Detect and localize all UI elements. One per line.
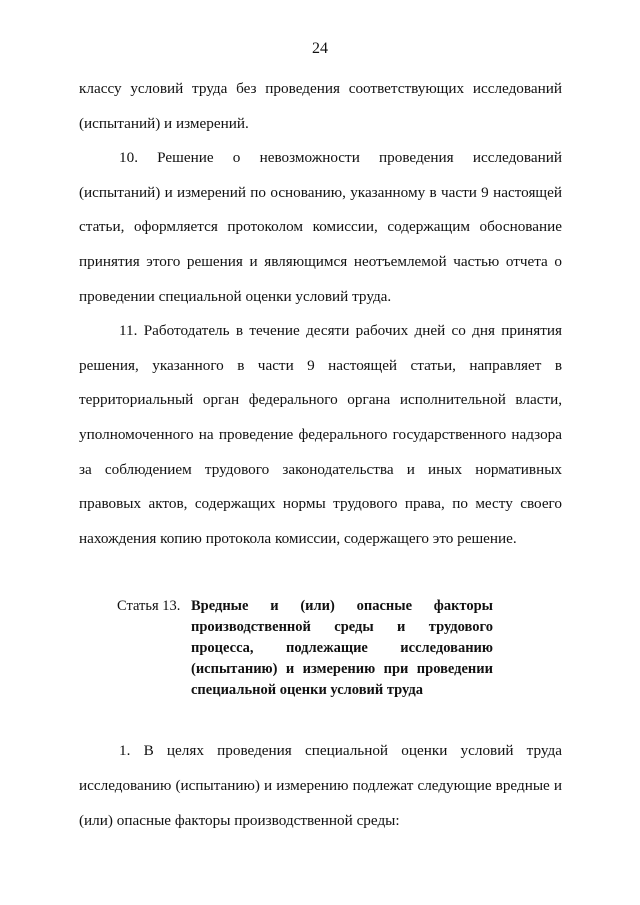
paragraph-continuation: классу условий труда без проведения соответствующих исследований (испытаний) и измерений. <box>79 80 562 132</box>
article-heading <box>79 596 562 706</box>
article-label: Статья 13. <box>117 598 181 615</box>
document-body <box>79 72 562 838</box>
paragraph-article-13-1: 1. В целях проведения специальной оценки условий труда исследованию (испытанию) и измерению подлежат следующие вредные и (или) опасные факторы производственной среды: <box>79 742 562 829</box>
page-number: 24 <box>312 40 328 57</box>
paragraph-11: 11. Работодатель в течение десяти рабочих дней со дня принятия решения, указанного в части 9 настоящей статьи, направляет в территориальный орган федерального органа исполнительной власти, уполномоченного на проведение федерального государственного надзора за соблюдением трудового законодательства и иных нормативных правовых актов, содержащих нормы трудового права, по месту своего нахождения копию протокола комиссии, содержащего это решение. <box>79 322 562 547</box>
paragraph-10: 10. Решение о невозможности проведения исследований (испытаний) и измерений по основанию, указанному в части 9 настоящей статьи, оформляется протоколом комиссии, содержащим обоснование принятия этого решения и являющимся неотъемлемой частью отчета о проведении специальной оценки условий труда. <box>79 149 562 305</box>
article-title: Вредные и (или) опасные факторы производственной среды и трудового процесса, подлежащие исследованию (испытанию) и измерению при проведении специальной оценки условий труда <box>191 598 493 699</box>
